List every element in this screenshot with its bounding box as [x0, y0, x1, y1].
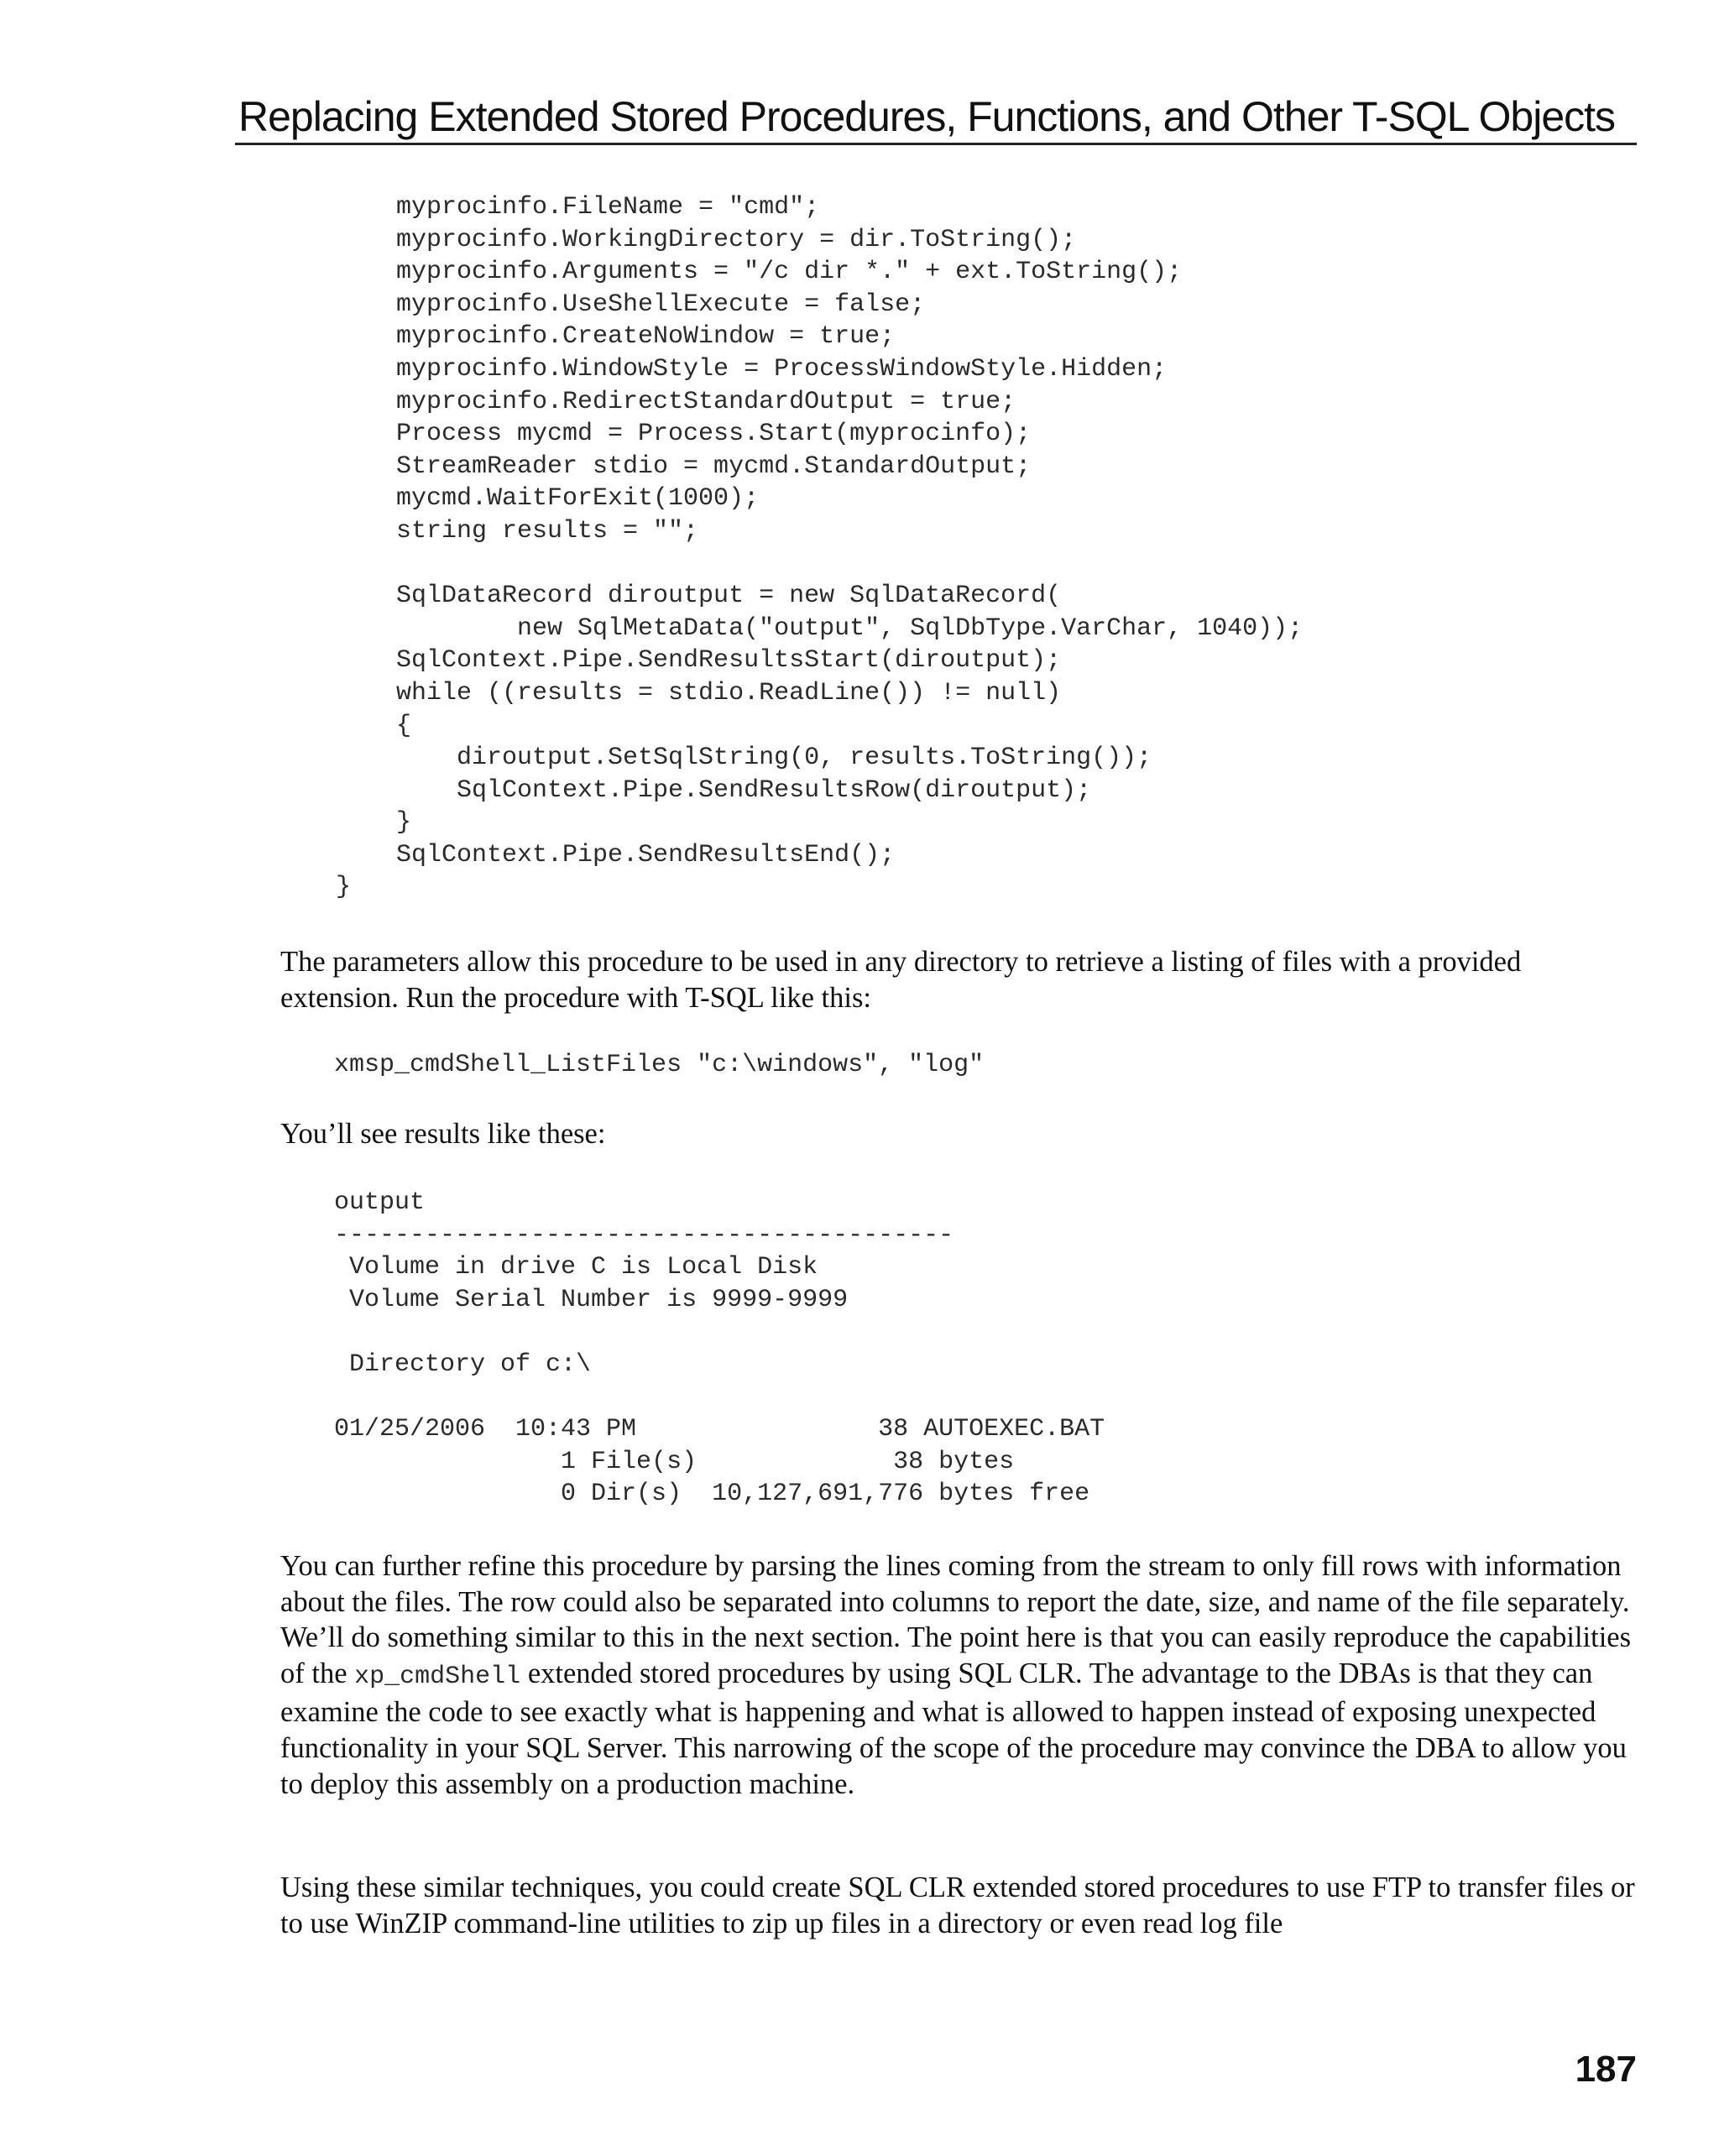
- inline-code: xp_cmdShell: [354, 1662, 521, 1691]
- body-paragraph: Using these similar techniques, you could create SQL CLR extended stored procedures to use FTP to transfer files or to use WinZIP command-line utilities to zip up files in a directory or even read log file: [280, 1871, 1635, 1939]
- closing-brace: }: [336, 873, 352, 902]
- code-listing: myprocinfo.FileName = "cmd"; myprocinfo.WorkingDirectory = dir.ToString(); myprocinfo.Arguments = "/c dir *." + ext.ToString(); myprocinfo.UseShellExecute = false; myprocinfo.CreateNoWindow = true; myprocinfo.WindowStyle = ProcessWindowStyle.Hidden; myprocinfo.RedirectStandardOutput = true; Process mycmd = Process.Start(myprocinfo); StreamReader stdio = mycmd.StandardOutput; mycmd.WaitForExit(1000); string results = ""; SqlDataRecord diroutput = new SqlDataRecord( new SqlMetaData("output", SqlDbType.VarChar, 1040)); SqlContext.Pipe.SendResultsStart(diroutput); while ((results = stdio.ReadLine()) != null) { diroutput.SetSqlString(0, results.ToString()); SqlContext.Pipe.SendResultsRow(diroutput); } SqlContext.Pipe.SendResultsEnd(); }: [336, 193, 1304, 902]
- page-number: 187: [1575, 2049, 1637, 2090]
- paragraph-text: extended stored procedures by using SQL CLR. The advantage to the DBAs is that they can examine the code to see exactly what is happening and what is allowed to happen instead of exposing unexpected functionality in your SQL Server. This narrowing of the scope of the procedure may convince the DBA to allow you to deploy this assembly on a production machine.: [280, 1657, 1627, 1800]
- header-rule: [235, 143, 1637, 145]
- body-paragraph: The parameters allow this procedure to be used in any directory to retrieve a listing of files with a provided extension. Run the procedure with T-SQL like this:: [280, 946, 1522, 1014]
- body-paragraph: You’ll see results like these:: [280, 1118, 606, 1150]
- body-paragraph: [280, 1548, 1640, 1802]
- paragraph-text: You can further refine this procedure by parsing the lines coming from the stream to only fill rows with information about the files. The row could also be separated into columns to report the date, size, and name of the file separately. We’ll do something similar to this in the next section. The point here is that you can easily reproduce the capabilities of the: [280, 1550, 1632, 1689]
- results-output: output ----------------------------------------- Volume in drive C is Local Disk Volume Serial Number is 9999-9999 Directory of c:\ 01/25/2006 10:43 PM 38 AUTOEXEC.BAT 1 File(s) 38 bytes 0 Dir(s) 10,127,691,776 bytes free: [334, 1188, 1105, 1509]
- running-header: Replacing Extended Stored Procedures, Functions, and Other T-SQL Objects: [238, 93, 1616, 140]
- tsql-example: xmsp_cmdShell_ListFiles "c:\windows", "log": [334, 1051, 985, 1079]
